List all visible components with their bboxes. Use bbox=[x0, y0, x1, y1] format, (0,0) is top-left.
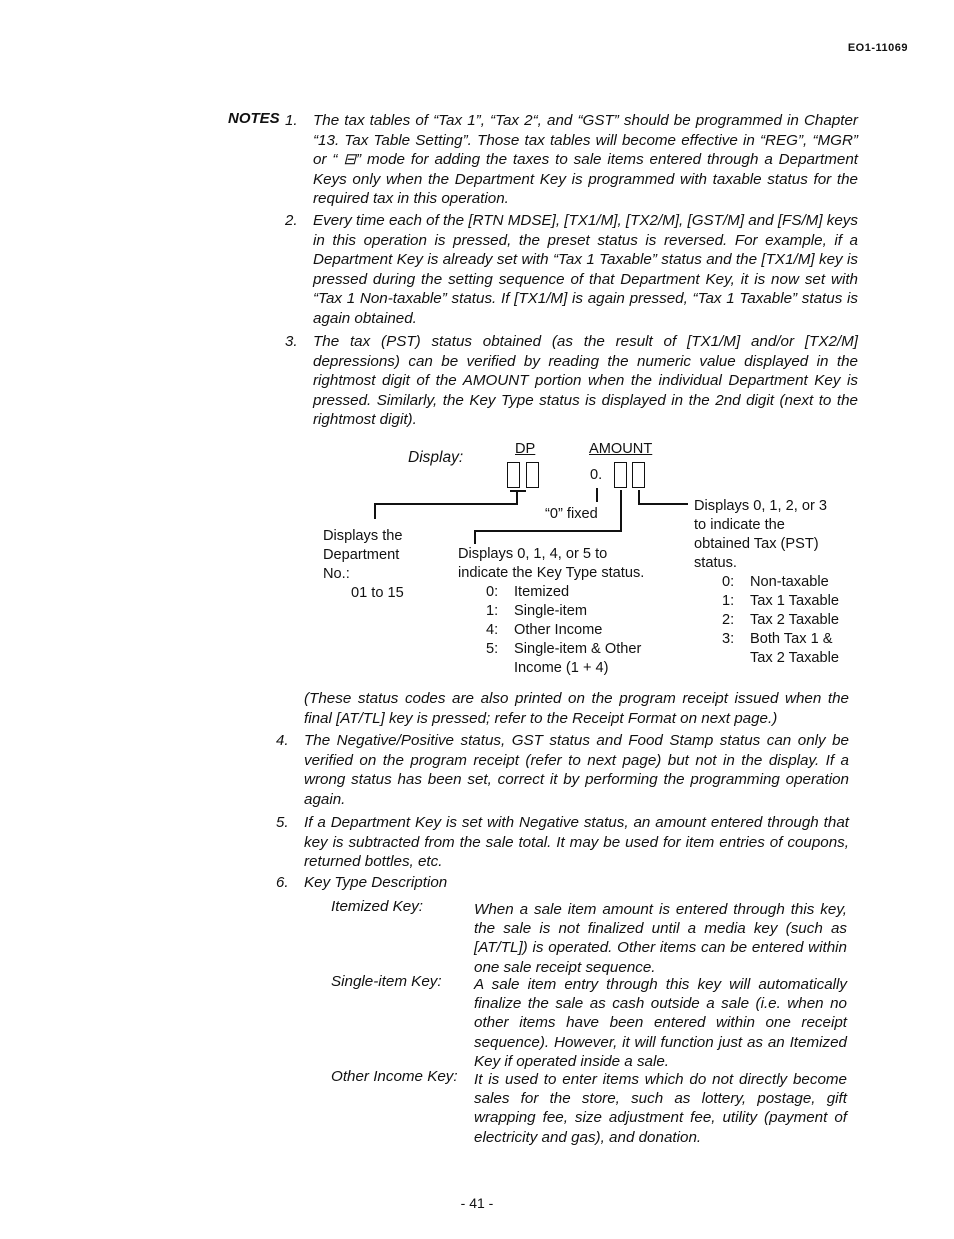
keytype-code: 1: bbox=[486, 603, 499, 619]
page-number: - 41 - bbox=[460, 1195, 494, 1211]
tax-extra: Tax 2 Taxable bbox=[750, 650, 839, 666]
note-1-text: The tax tables of “Tax 1”, “Tax 2“, and “GST” should be programmed in Chapter “13. Tax Table Setting”. Those tax tables will become effective in “REG”, “MGR” or “ ⊟” mode for adding the taxes to sale items entered through a Department Keys only when the Department Key is programmed with taxable status for the required tax in this operation. bbox=[313, 112, 858, 208]
notes-label: NOTES bbox=[228, 110, 280, 127]
connector-line bbox=[638, 490, 640, 504]
document-id: EO1-11069 bbox=[847, 42, 908, 54]
dept-line-1: Displays the bbox=[323, 528, 403, 544]
tax-line-2: to indicate the bbox=[694, 517, 785, 533]
tax-code: 1: bbox=[722, 593, 735, 609]
dp-digit-2 bbox=[526, 462, 539, 488]
connector-line bbox=[516, 490, 518, 504]
key-type-term: Itemized Key: bbox=[331, 898, 424, 915]
connector-line bbox=[374, 503, 376, 519]
note-6-heading: Key Type Description bbox=[304, 874, 448, 891]
tax-line-3: obtained Tax (PST) bbox=[694, 536, 819, 552]
note-number: 6. bbox=[276, 874, 289, 891]
dp-digit-1 bbox=[507, 462, 520, 488]
amount-label: AMOUNT bbox=[589, 441, 653, 457]
status-codes-note: (These status codes are also printed on the program receipt issued when the final [AT/TL] key is pressed; refer to the Receipt Format on next page.) bbox=[304, 690, 849, 727]
note-4-text: The Negative/Positive status, GST status and Food Stamp status can only be verified on the program receipt (refer to next page) but not in the display. If a wrong status has been set, correct it by performing the programming operation again. bbox=[304, 732, 849, 808]
tax-code: 2: bbox=[722, 612, 735, 628]
tax-code: 3: bbox=[722, 631, 735, 647]
key-type-description: When a sale item amount is entered through this key, the sale is not finalized until a media key (such as [AT/TL]) is operated. Other items can be entered within one sale receipt sequence. bbox=[474, 901, 847, 976]
amount-zero-dot: 0. bbox=[590, 467, 603, 483]
tax-line-1: Displays 0, 1, 2, or 3 bbox=[694, 498, 828, 514]
keytype-code: 0: bbox=[486, 584, 499, 600]
display-label: Display: bbox=[408, 449, 464, 466]
tax-item: Tax 1 Taxable bbox=[750, 593, 839, 609]
dept-line-2: Department bbox=[323, 547, 400, 563]
note-number: 3. bbox=[285, 333, 298, 350]
amount-digit-1 bbox=[614, 462, 627, 488]
amount-digit-2 bbox=[632, 462, 645, 488]
key-type-term: Single-item Key: bbox=[331, 973, 442, 990]
connector-line bbox=[638, 503, 688, 505]
dept-range: 01 to 15 bbox=[351, 585, 404, 601]
keytype-item: Itemized bbox=[514, 584, 570, 600]
tax-code: 0: bbox=[722, 574, 735, 590]
keytype-code: 4: bbox=[486, 622, 499, 638]
connector-line bbox=[510, 490, 526, 492]
note-number: 2. bbox=[285, 212, 298, 229]
note-2-text: Every time each of the [RTN MDSE], [TX1/M], [TX2/M], [GST/M] and [FS/M] keys in this operation is pressed, the preset status is reversed. For example, if a Department Key is already set with “Tax 1 Taxable” status and the [TX1/M] key is pressed during the setting sequence of that Department Key, it is now set with “Tax 1 Non-taxable” status. If [TX1/M] is again pressed, “Tax 1 Taxable” status is again obtained. bbox=[313, 212, 858, 327]
keytype-item: Other Income bbox=[514, 622, 603, 638]
note-number: 1. bbox=[285, 112, 298, 129]
zero-fixed-label: “0” fixed bbox=[545, 506, 598, 522]
tax-item: Non-taxable bbox=[750, 574, 829, 590]
keytype-code: 5: bbox=[486, 641, 499, 657]
connector-line bbox=[474, 530, 622, 532]
key-type-description: A sale item entry through this key will automatically finalize the sale as cash outside a sale (i.e. when no other items have been entered within one receipt sequence). However, it will function just as an Itemized Key if operated inside a sale. bbox=[474, 976, 847, 1070]
keytype-item: Single-item bbox=[514, 603, 587, 619]
connector-line bbox=[474, 530, 476, 544]
dp-label: DP bbox=[515, 441, 536, 457]
tax-item: Both Tax 1 & bbox=[750, 631, 833, 647]
keytype-line-2: indicate the Key Type status. bbox=[458, 565, 645, 581]
key-type-description: It is used to enter items which do not directly become sales for the store, such as lottery, postage, gift wrapping fee, size adjustment fee, utility (payment of electricity and gas), and donation. bbox=[474, 1071, 847, 1146]
note-number: 4. bbox=[276, 732, 289, 749]
dept-line-3: No.: bbox=[323, 566, 350, 582]
key-type-term: Other Income Key: bbox=[331, 1068, 458, 1085]
tax-item: Tax 2 Taxable bbox=[750, 612, 839, 628]
tax-line-4: status. bbox=[694, 555, 737, 571]
connector-line bbox=[596, 488, 598, 502]
note-3-text: The tax (PST) status obtained (as the result of [TX1/M] and/or [TX2/M] depressions) can be verified by reading the numeric value displayed in the rightmost digit of the AMOUNT portion when the individual Department Key is pressed. Similarly, the Key Type status is displayed in the 2nd digit (next to the rightmost digit). bbox=[313, 333, 858, 429]
connector-line bbox=[620, 490, 622, 530]
keytype-line-1: Displays 0, 1, 4, or 5 to bbox=[458, 546, 608, 562]
note-5-text: If a Department Key is set with Negative status, an amount entered through that key is subtracted from the sale total. It may be used for item entries of coupons, returned bottles, etc. bbox=[304, 814, 849, 871]
connector-line bbox=[374, 503, 518, 505]
note-number: 5. bbox=[276, 814, 289, 831]
keytype-item: Single-item & Other bbox=[514, 641, 642, 657]
keytype-extra: Income (1 + 4) bbox=[514, 660, 609, 676]
